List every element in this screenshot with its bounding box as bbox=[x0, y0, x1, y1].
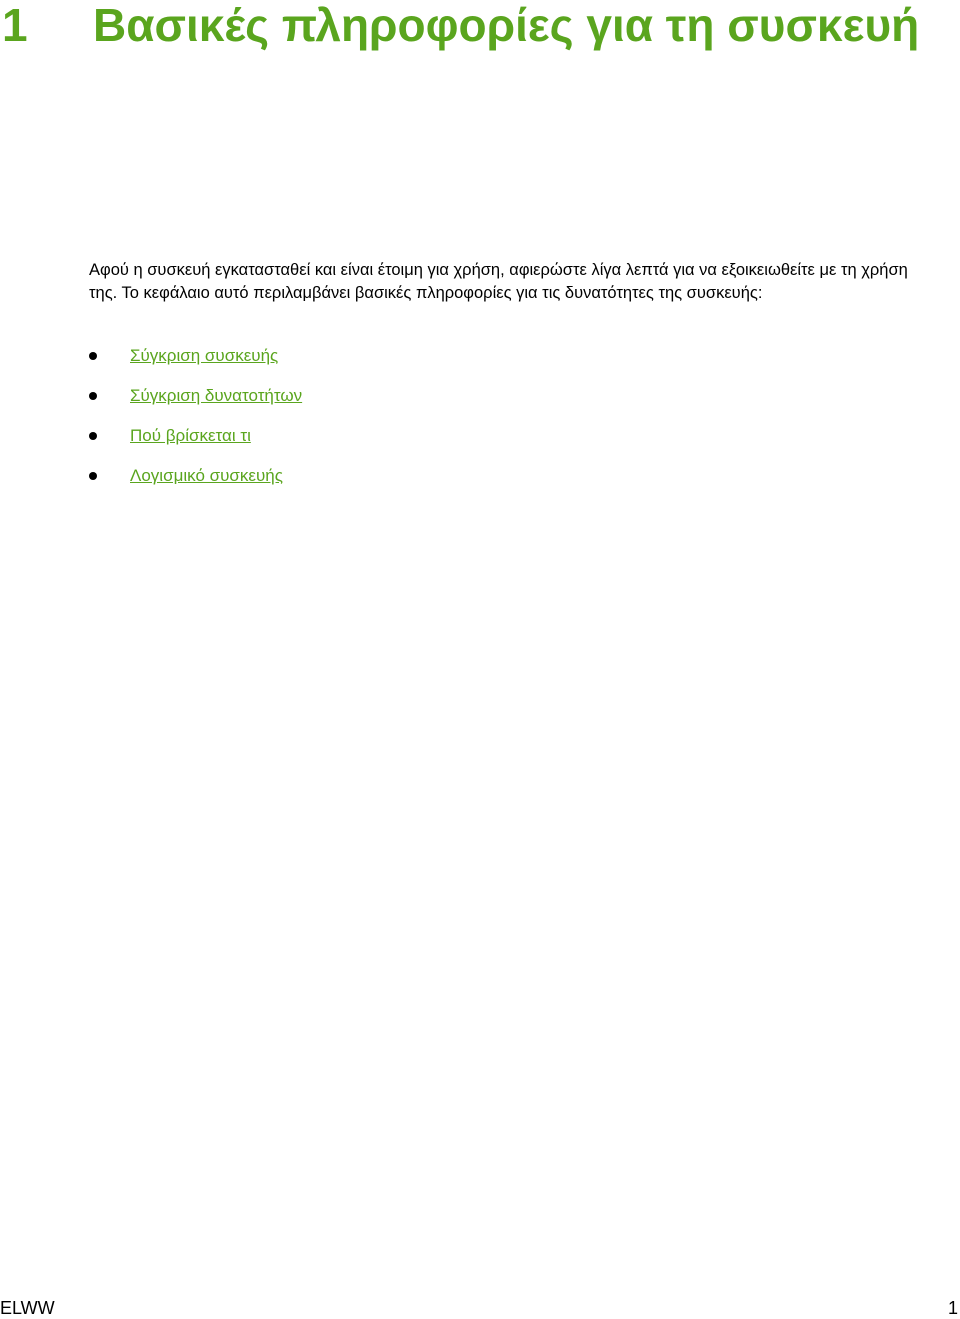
bullet-icon bbox=[89, 392, 97, 400]
bullet-icon bbox=[89, 472, 97, 480]
bullet-icon bbox=[89, 432, 97, 440]
topic-link-where-is-what[interactable]: Πού βρίσκεται τι bbox=[130, 426, 251, 445]
footer-doc-code: ELWW bbox=[0, 1298, 55, 1318]
topic-link-device-software[interactable]: Λογισμικό συσκευής bbox=[130, 466, 283, 485]
topic-link-device-comparison[interactable]: Σύγκριση συσκευής bbox=[130, 346, 279, 365]
footer-page-number: 1 bbox=[947, 1298, 958, 1318]
chapter-title: Βασικές πληροφορίες για τη συσκευή bbox=[93, 0, 920, 51]
topic-link-feature-comparison[interactable]: Σύγκριση δυνατοτήτων bbox=[130, 386, 303, 405]
chapter-heading bbox=[0, 0, 960, 60]
bullet-icon bbox=[89, 352, 97, 360]
intro-paragraph: Αφού η συσκευή εγκατασταθεί και είναι έτοιμη για χρήση, αφιερώστε λίγα λεπτά για να εξοικειωθείτε με τη χρήση της. Το κεφάλαιο αυτό περιλαμβάνει βασικές πληροφορίες για τις δυνατότητες της συσκευής: bbox=[89, 261, 908, 302]
chapter-number: 1 bbox=[2, 0, 28, 51]
